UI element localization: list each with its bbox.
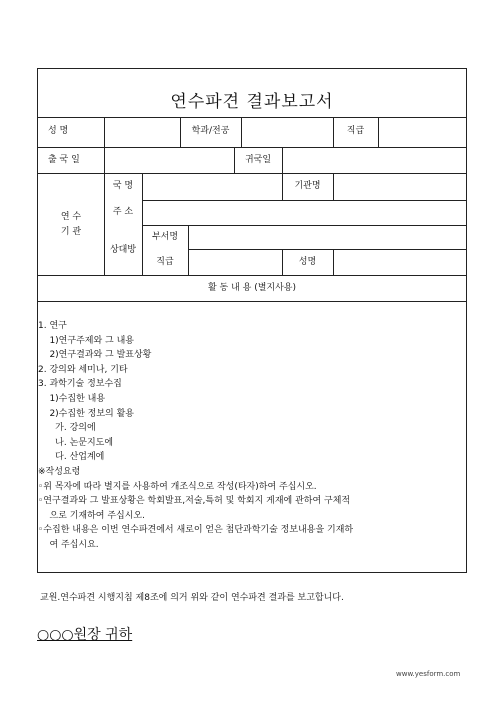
addressee: ○○○원장 귀하 <box>37 627 133 643</box>
cp-name-label: 성명 <box>298 257 317 267</box>
content-line: 가. 강의에 <box>38 423 96 434</box>
content-line: 2)연구결과와 그 발표상황 <box>38 350 152 361</box>
institution-label: 연 수 <box>60 212 82 222</box>
rank-field[interactable] <box>379 118 466 147</box>
footer-note: 교원.연수파견 시행지침 제8조에 의거 위와 같이 연수파견 결과를 보고합니다. <box>40 593 344 603</box>
content-line: 3. 과학기술 정보수집 <box>38 379 122 390</box>
report-form <box>37 68 467 573</box>
institution-label: 기 관 <box>60 227 82 237</box>
country-label: 국 명 <box>112 181 134 191</box>
department-field[interactable] <box>242 118 333 147</box>
address-label: 주 소 <box>112 207 134 217</box>
content-line: ※작성요령 <box>38 466 81 477</box>
rank-label: 직급 <box>346 126 365 136</box>
cp-name-field[interactable] <box>334 250 466 275</box>
name-label: 성 명 <box>48 126 69 136</box>
dept-name-field[interactable] <box>189 226 466 249</box>
content-line: 1)수집한 내용 <box>38 393 106 404</box>
departure-label: 출 국 일 <box>48 155 80 165</box>
departure-field[interactable] <box>105 148 234 173</box>
content-line: 여 주십시요. <box>38 539 99 550</box>
content-line: 으로 기재하여 주십시오. <box>38 510 145 521</box>
department-label: 학과/전공 <box>191 126 230 136</box>
country-field[interactable] <box>143 174 282 200</box>
content-line: 1)연구주제와 그 내용 <box>38 335 134 346</box>
activity-content <box>38 319 353 553</box>
content-line: 다. 산업계에 <box>38 452 105 463</box>
content-line: ◦위 목자에 따라 별지를 사용하여 개조식으로 작성(타자)하여 주십시오. <box>38 481 317 492</box>
return-label: 귀국일 <box>244 155 272 165</box>
institution-name-label: 기관명 <box>294 181 321 191</box>
content-line: 2. 강의와 세미나, 기타 <box>38 364 128 375</box>
cp-rank-label: 직급 <box>156 257 174 267</box>
activity-header: 활 동 내 용 (별지사용) <box>207 283 297 293</box>
watermark: www.yesform.com <box>396 670 461 678</box>
content-line: 1. 연구 <box>38 321 67 331</box>
institution-name-field[interactable] <box>334 174 466 200</box>
cp-rank-field[interactable] <box>189 250 282 275</box>
content-line: ◦연구결과와 그 발표상황은 학회발표,저술,특허 및 학회지 게재에 관하여 구체적 <box>38 496 351 507</box>
content-line: 나. 논문지도에 <box>38 437 114 448</box>
form-title: 연수파견 결과보고서 <box>170 92 334 112</box>
divider <box>38 301 466 302</box>
name-field[interactable] <box>105 118 180 147</box>
address-field[interactable] <box>143 201 466 225</box>
content-line: 2)수집한 정보의 활용 <box>38 408 134 419</box>
counterpart-label: 상대방 <box>109 245 137 255</box>
dept-name-label: 부서명 <box>151 232 179 242</box>
divider <box>38 275 466 276</box>
return-field[interactable] <box>283 148 466 173</box>
content-line: ◦수집한 내용은 이번 연수파견에서 새로이 얻은 첨단과학기술 정보내용을 기재하 <box>38 525 354 536</box>
